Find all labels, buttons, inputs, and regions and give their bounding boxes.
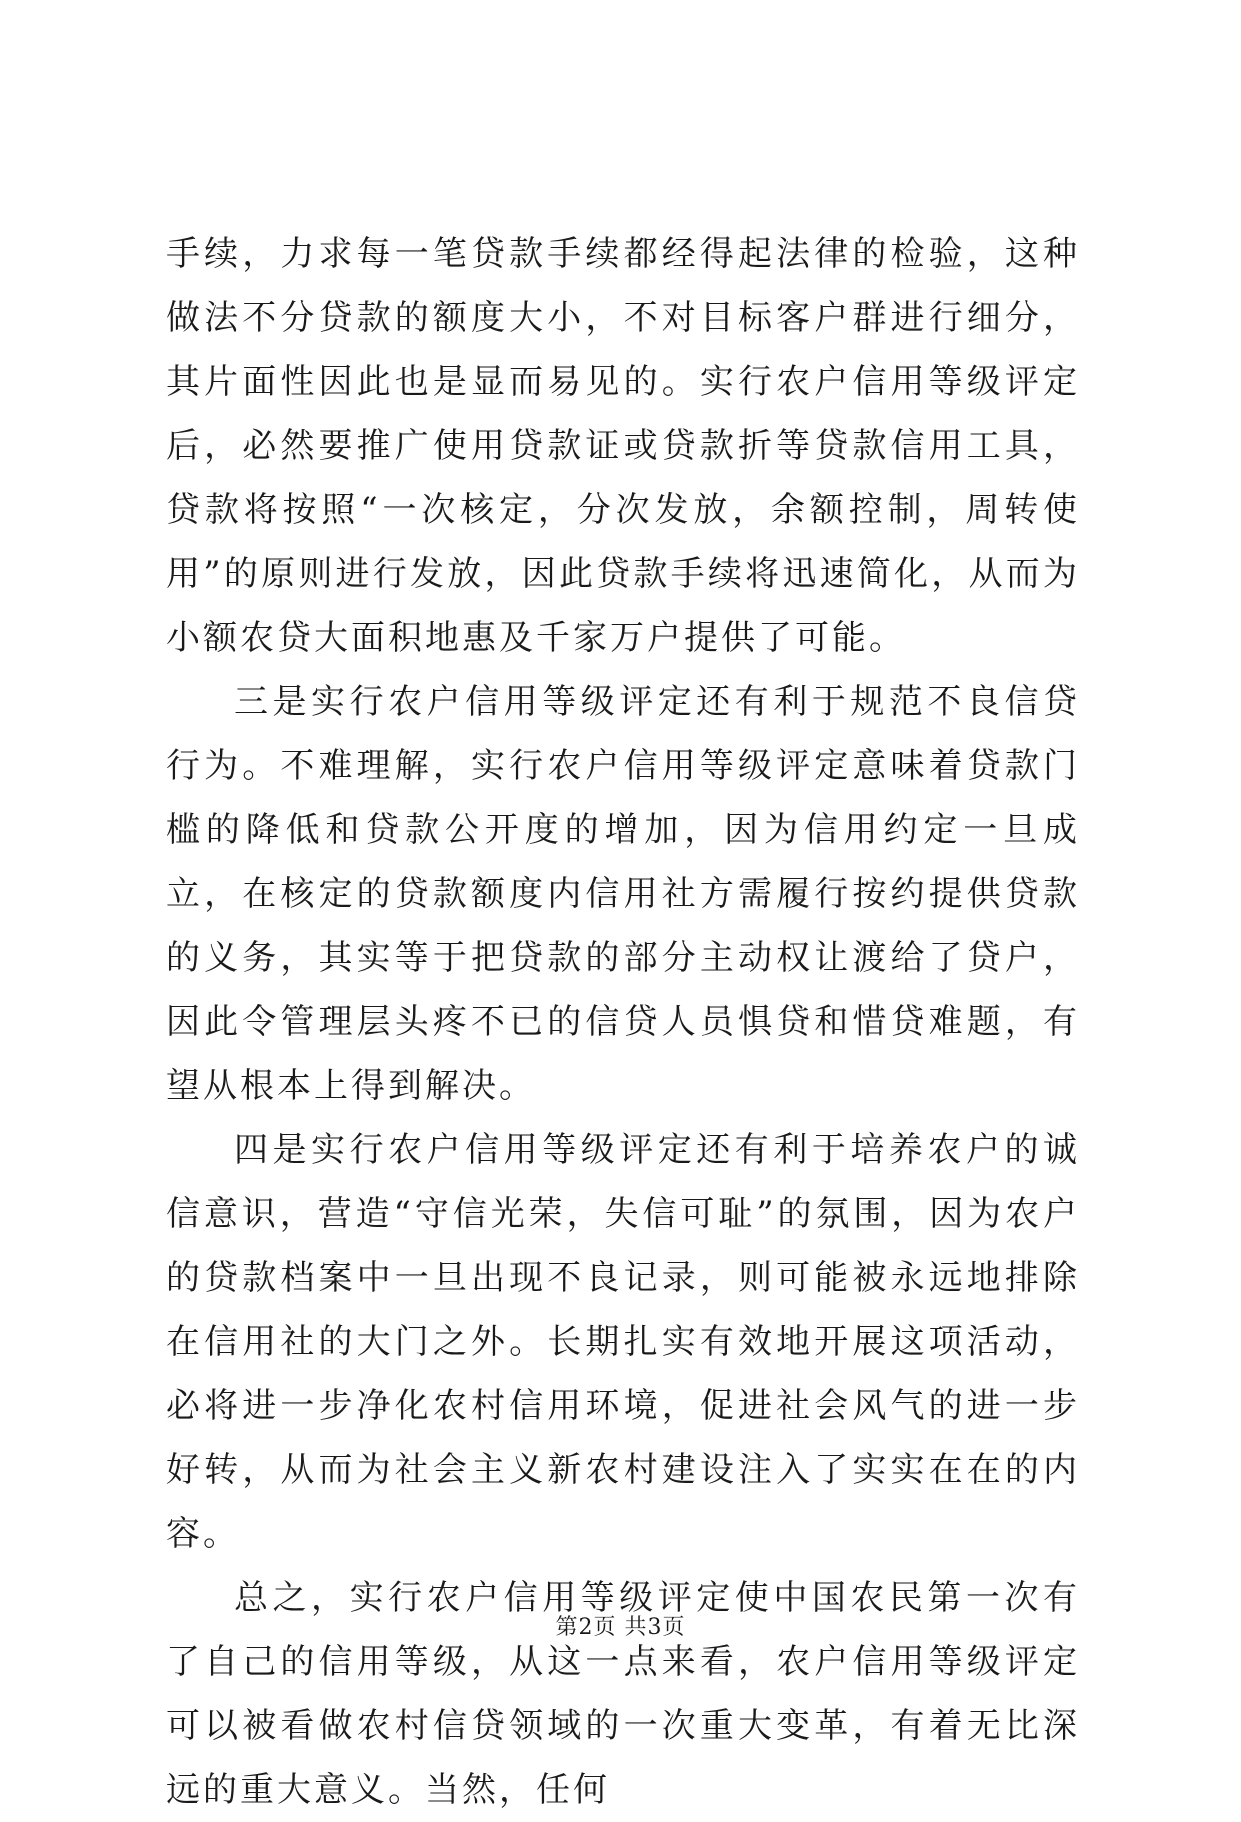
paragraph-point-three: 三是实行农户信用等级评定还有利于规范不良信贷行为。不难理解，实行农户信用等级评定意味着贷款门槛的降低和贷款公开度的增加，因为信用约定一旦成立，在核定的贷款额度内信用社方需履行按约提供贷款的义务，其实等于把贷款的部分主动权让渡给了贷户，因此令管理层头疼不已的信贷人员惧贷和惜贷难题，有望从根本上得到解决。: [166, 682, 1080, 1106]
paragraph-point-four: 四是实行农户信用等级评定还有利于培养农户的诚信意识，营造“守信光荣，失信可耻”的氛围，因为农户的贷款档案中一旦出现不良记录，则可能被永远地排除在信用社的大门之外。长期扎实有效地开展这项活动，必将进一步净化农村信用环境，促进社会风气的进一步好转，从而为社会主义新农村建设注入了实实在在的内容。: [166, 1130, 1080, 1554]
paragraph-continuation: 手续，力求每一笔贷款手续都经得起法律的检验，这种做法不分贷款的额度大小，不对目标客户群进行细分，其片面性因此也是显而易见的。实行农户信用等级评定后，必然要推广使用贷款证或贷款折等贷款信用工具，贷款将按照“一次核定，分次发放，余额控制，周转使用”的原则进行发放，因此贷款手续将迅速简化，从而为小额农贷大面积地惠及千家万户提供了可能。: [166, 234, 1080, 658]
document-body: [166, 222, 1080, 1822]
paragraph-conclusion: 总之，实行农户信用等级评定使中国农民第一次有了自己的信用等级，从这一点来看，农户信用等级评定可以被看做农村信贷领域的一次重大变革，有着无比深远的重大意义。当然，任何: [166, 1578, 1080, 1810]
page-number-footer: 第2页 共3页: [555, 1615, 686, 1640]
